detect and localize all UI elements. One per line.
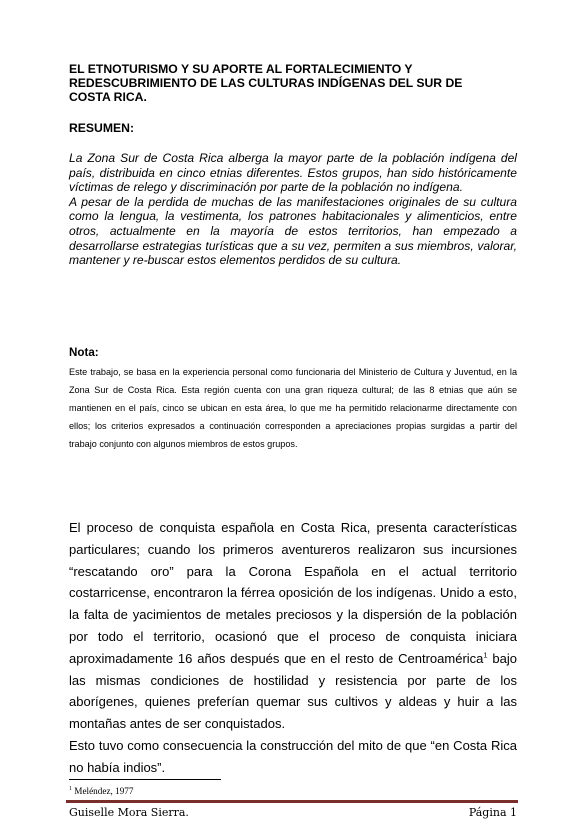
footnote-text: Meléndez, 1977 [72,786,134,796]
title-line: COSTA RICA. [69,90,147,104]
footnote [69,785,369,797]
nota-text: Este trabajo, se basa en la experiencia personal como funcionaria del Ministerio de Cultura y Juventud, en la Zona Sur de Costa Rica. Esta región cuenta con una gran riqueza cultural; de las 8 etnias que aún se mantienen en el país, cinco se ubican en esta área, lo que me ha permitido relacionarme directamente con ellos; los criterios expresados a continuación corresponden a apreciaciones propias surgidas a partir del trabajo conjunto con algunos miembros de estos grupos. [69,367,517,450]
nota-heading: Nota: [69,346,99,359]
resumen-heading: RESUMEN: [69,121,135,135]
body-text-segment: bajo las mismas condiciones de hostilidad y resistencia por parte de los aborígenes, quienes preferían quemar sus cultivos y aldeas y huir a las montañas antes de ser conquistados. [69,650,517,732]
body-paragraph [69,517,517,735]
footer-author: Guiselle Mora Sierra. [69,806,189,819]
footnote-reference[interactable]: 1 [483,650,488,660]
footnote-number: 1 [69,785,72,792]
footer-page-number: Página 1 [468,806,517,819]
footnote-separator [69,779,221,780]
title-line: REDESCUBRIMIENTO DE LAS CULTURAS INDÍGENAS DEL SUR DE [69,76,463,90]
body-paragraph: Esto tuvo como consecuencia la construcción del mito de que “en Costa Rica no había indios”. [69,737,517,775]
footer-divider [66,800,518,803]
title-line: EL ETNOTURISMO Y SU APORTE AL FORTALECIMIENTO Y [69,62,413,76]
abstract [69,151,517,268]
body-text-segment: El proceso de conquista española en Costa Rica, presenta características particulares; cuando los primeros aventureros realizaron sus incursiones “rescatando oro” para la Corona Española en el actual territorio costarricense, encontraron la férrea oposición de los indígenas. Unido a esto, la falta de yacimientos de metales preciosos y la dispersión de la población por todo el territorio, ocasionó que el proceso de conquista iniciara aproximadamente 16 años después que en el resto de Centroamérica [69,520,517,666]
body-text [69,517,517,779]
abstract-paragraph: A pesar de la perdida de muchas de las manifestaciones originales de su cultura como la lengua, la vestimenta, los patrones habitacionales y alimenticios, entre otros, actualmente en la mayoría de estos territorios, han empezado a desarrollarse estrategias turísticas que a su vez, permiten a sus miembros, valorar, mantener y re-buscar estos elementos perdidos de su cultura. [69,194,517,268]
abstract-paragraph: La Zona Sur de Costa Rica alberga la mayor parte de la población indígena del país, distribuida en cinco etnias diferentes. Estos grupos, han sido históricamente víctimas de relego y discriminación por parte de la población no indígena. [69,151,517,195]
document-title [69,62,517,104]
